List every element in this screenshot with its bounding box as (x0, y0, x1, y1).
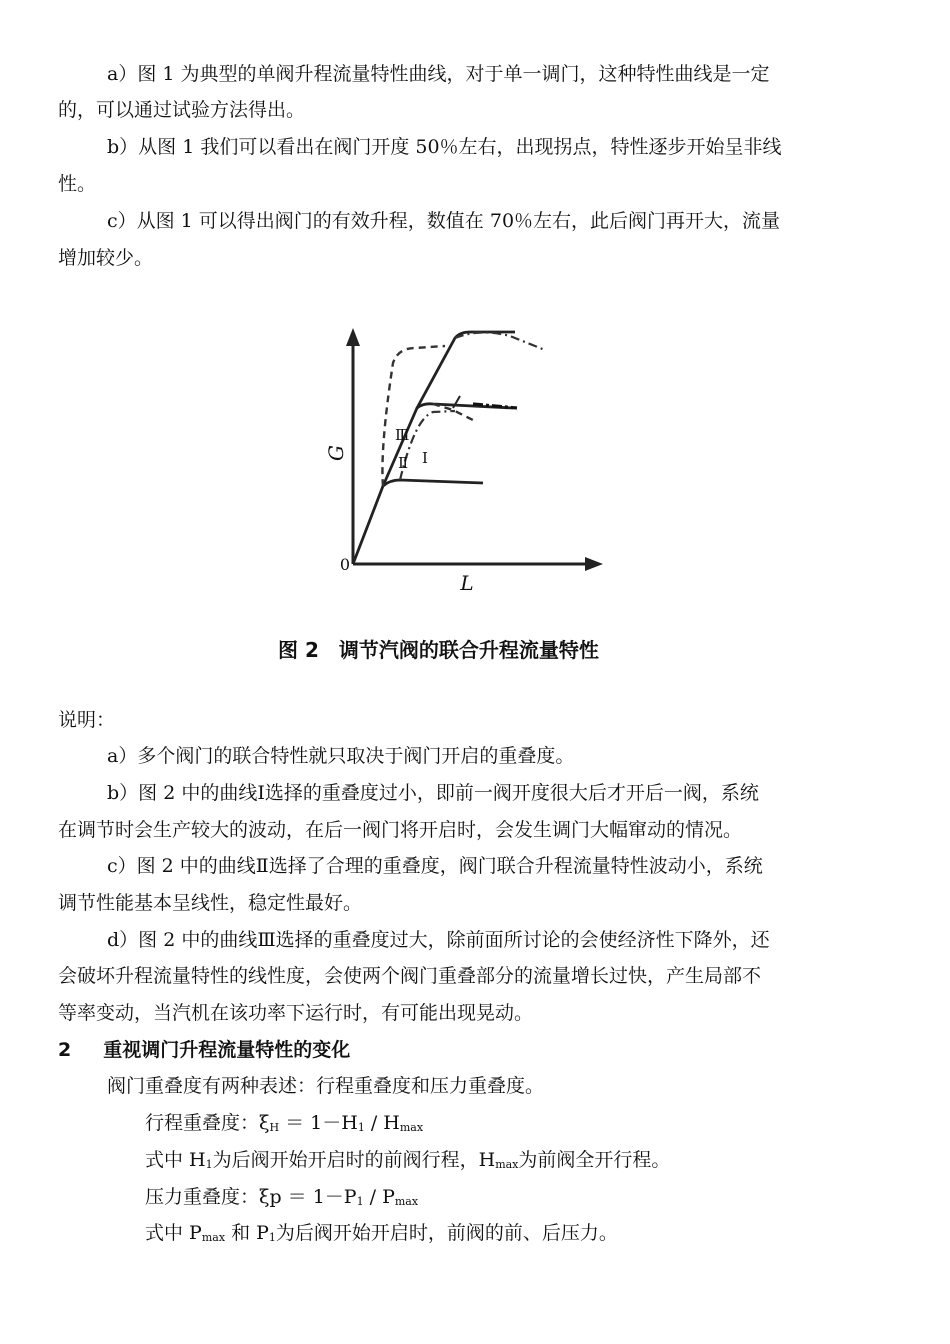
paragraph-b-line2: 性。 (58, 173, 97, 195)
stroke-overlap-note: 式中 $H_1$为后阀开始开启时的前阀行程，$H_{max}$为前阀全开行程。 (145, 1149, 671, 1171)
curve-top-solid (417, 332, 515, 408)
y-axis-label: G (324, 445, 348, 461)
note-a: a）多个阀门的联合特性就只取决于阀门开启的重叠度。 (107, 745, 575, 767)
paragraph-c-line1: c）从图 1 可以得出阀门的有效升程，数值在 70％左右，此后阀门再开大，流量 (107, 210, 781, 232)
curve-i-dashdot (400, 411, 455, 480)
note-b-line1: b）图 2 中的曲线Ⅰ选择的重叠度过小，即前一阀开度很大后才开后一阀，系统 (107, 782, 759, 804)
note-c-line2: 调节性能基本呈线性，稳定性最好。 (58, 892, 363, 914)
paragraph-b-line1: b）从图 1 我们可以看出在阀门开度 50％左右，出现拐点，特性逐步开始呈非线 (107, 136, 782, 158)
curve-top-dashdot (455, 332, 545, 350)
figure-caption: 图 2 调节汽阀的联合升程流量特性 (278, 638, 599, 662)
origin-label: 0 (339, 555, 351, 574)
section-heading (58, 1037, 892, 1063)
section-title: 重视调门升程流量特性的变化 (103, 1039, 351, 1061)
curve-label-i: Ⅰ (422, 449, 428, 467)
pressure-overlap-formula: 压力重叠度：$\xi p = 1-P_1 / P_{max}$ (145, 1186, 419, 1208)
paragraph-a-line2: 的，可以通过试验方法得出。 (58, 99, 306, 121)
overlap-intro: 阀门重叠度有两种表述：行程重叠度和压力重叠度。 (107, 1075, 545, 1097)
valve-flow-chart (255, 308, 725, 698)
paragraph-c-line2: 增加较少。 (58, 247, 154, 269)
section-number: 2 (58, 1039, 72, 1061)
note-d-line2: 会破坏升程流量特性的线性度，会使两个阀门重叠部分的流量增长过快，产生局部不 (58, 965, 762, 987)
note-d-line3: 等率变动，当汽机在该功率下运行时，有可能出现晃动。 (58, 1002, 534, 1024)
pressure-overlap-note: 式中 $P_{max}$ 和 $P_1$为后阀开始开启时，前阀的前、后压力。 (145, 1222, 618, 1244)
figure-2 (255, 308, 725, 698)
y-axis-arrow-icon (346, 328, 360, 346)
notes-title: 说明： (58, 709, 116, 731)
note-d-line1: d）图 2 中的曲线Ⅲ选择的重叠度过大，除前面所讨论的会使经济性下降外，还 (107, 929, 770, 951)
curve-label-iii: Ⅲ (395, 426, 410, 444)
stroke-overlap-formula: 行程重叠度：$\xi_H = 1-H_1 / H_{max}$ (145, 1112, 424, 1134)
curve-label-ii: Ⅱ (398, 454, 409, 472)
curve-single-valve (353, 480, 483, 564)
note-b-line2: 在调节时会生产较大的波动，在后一阀门将开启时，会发生调门大幅窜动的情况。 (58, 819, 743, 841)
x-axis-label: L (460, 571, 474, 595)
paragraph-a-line1: a）图 1 为典型的单阀升程流量特性曲线，对于单一调门，这种特性曲线是一定 (107, 63, 770, 85)
note-c-line1: c）图 2 中的曲线Ⅱ选择了合理的重叠度，阀门联合升程流量特性波动小，系统 (107, 855, 763, 877)
x-axis-arrow-icon (585, 557, 603, 571)
